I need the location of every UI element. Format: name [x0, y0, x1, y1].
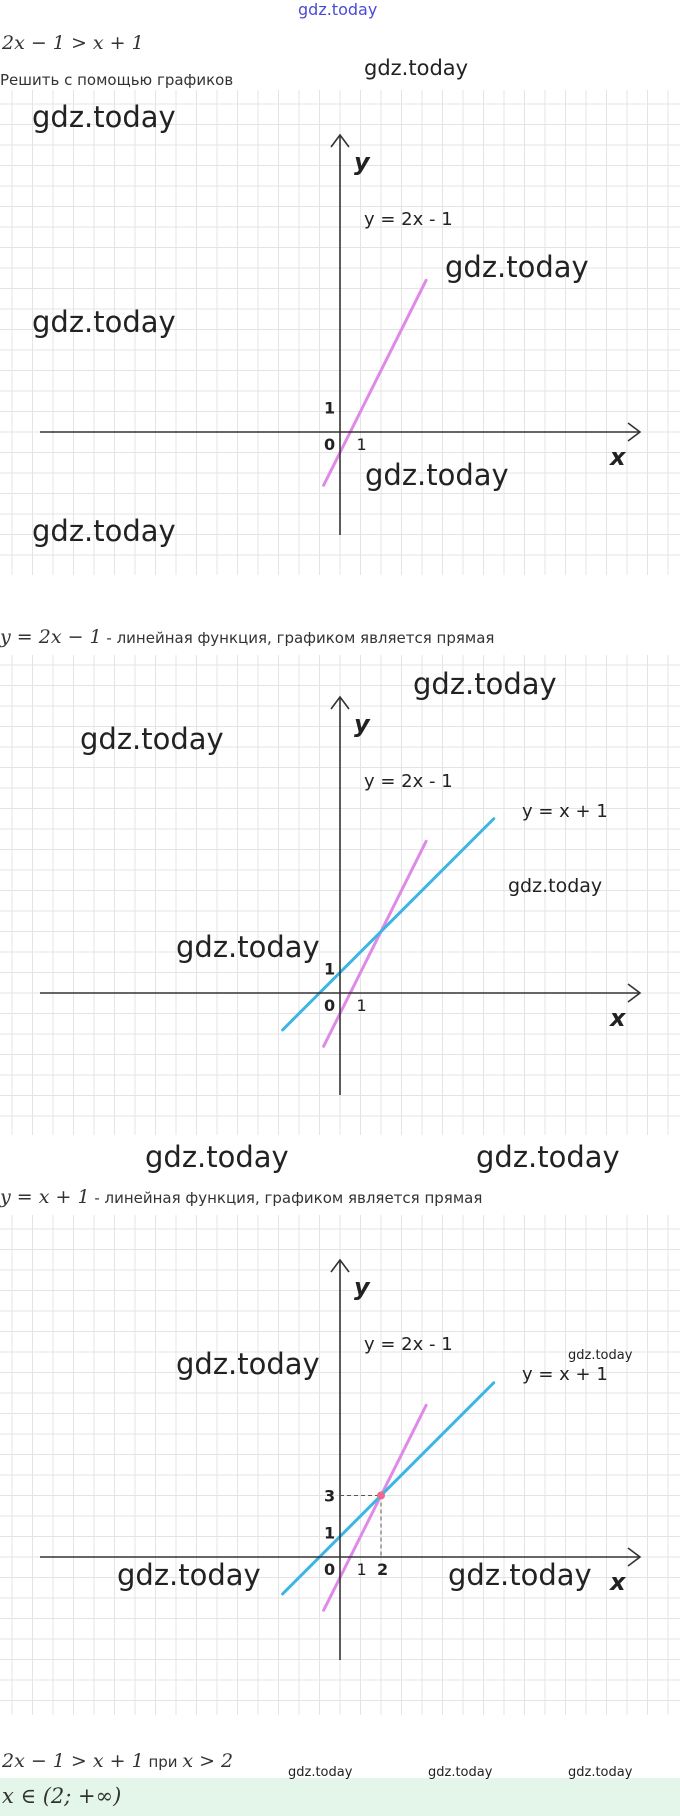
origin-label: 0	[324, 1560, 336, 1579]
problem-lhs: 2x − 1	[2, 32, 65, 54]
origin-label: 0	[324, 435, 336, 454]
x-tick-label: 1	[356, 435, 367, 454]
watermark: gdz.today	[32, 305, 176, 339]
watermark: gdz.today	[365, 458, 509, 492]
problem-rhs: x + 1	[92, 32, 144, 54]
watermark: gdz.today	[32, 514, 176, 548]
caption-line1-formula: y = 2x − 1	[0, 626, 102, 648]
series-label: y = 2x - 1	[364, 1334, 453, 1355]
conclusion-inequality: 2x − 1 > x + 1	[2, 1750, 144, 1772]
caption-line1	[0, 626, 494, 648]
watermark: gdz.today	[413, 667, 557, 701]
watermark: gdz.today	[145, 1140, 289, 1174]
series-label: y = x + 1	[522, 1364, 608, 1385]
x-axis-label: x	[610, 1568, 626, 1596]
y-axis-label: y	[354, 710, 370, 738]
watermark: gdz.today	[448, 1558, 592, 1592]
watermark: gdz.today	[568, 1765, 633, 1780]
watermark: gdz.today	[80, 722, 224, 756]
x-axis-label: x	[610, 1004, 626, 1032]
watermark-top: gdz.today	[298, 0, 378, 19]
line-y-2x-minus-1	[324, 1405, 427, 1610]
intersection-point	[377, 1492, 385, 1500]
y-axis-label: y	[354, 148, 370, 176]
caption-line1-text: - линейная функция, графиком является прямая	[101, 629, 495, 647]
watermark: gdz.today	[364, 56, 469, 80]
caption-line2-formula: y = x + 1	[0, 1186, 90, 1208]
y-axis-label: y	[354, 1273, 370, 1301]
series-label: y = 2x - 1	[364, 209, 453, 230]
graph-3	[0, 1215, 680, 1715]
series-label: y = x + 1	[522, 801, 608, 822]
x-tick-label: 2	[377, 1560, 389, 1579]
x-axis-label: x	[610, 443, 626, 471]
line-y-x-plus-1	[283, 819, 494, 1030]
y-tick-label: 1	[324, 959, 336, 979]
y-tick-label: 1	[324, 1523, 336, 1543]
origin-label: 0	[324, 996, 336, 1015]
watermark: gdz.today	[568, 1348, 633, 1363]
watermark: gdz.today	[508, 875, 603, 897]
line-y-2x-minus-1	[324, 841, 427, 1046]
line-y-2x-minus-1	[324, 280, 427, 485]
conclusion	[2, 1750, 233, 1772]
watermark: gdz.today	[288, 1765, 353, 1780]
answer: x ∈ (2; +∞)	[2, 1784, 122, 1808]
watermark: gdz.today	[176, 1347, 320, 1381]
watermark: gdz.today	[117, 1558, 261, 1592]
y-tick-label: 3	[324, 1486, 336, 1506]
problem-operator: >	[70, 32, 87, 54]
watermark: gdz.today	[176, 930, 320, 964]
caption-line2-text: - линейная функция, графиком является прямая	[89, 1189, 483, 1207]
x-tick-label: 1	[356, 1560, 367, 1579]
x-tick-label: 1	[356, 996, 367, 1015]
watermark: gdz.today	[476, 1140, 620, 1174]
watermark: gdz.today	[445, 250, 589, 284]
watermark: gdz.today	[428, 1765, 493, 1780]
conclusion-condition: x > 2	[182, 1750, 234, 1772]
conclusion-word: при	[143, 1753, 183, 1771]
problem-inequality	[2, 32, 144, 54]
caption-line2	[0, 1186, 482, 1208]
y-tick-label: 1	[324, 398, 336, 418]
series-label: y = 2x - 1	[364, 771, 453, 792]
watermark: gdz.today	[32, 100, 176, 134]
method-title: Решить с помощью графиков	[0, 71, 234, 89]
